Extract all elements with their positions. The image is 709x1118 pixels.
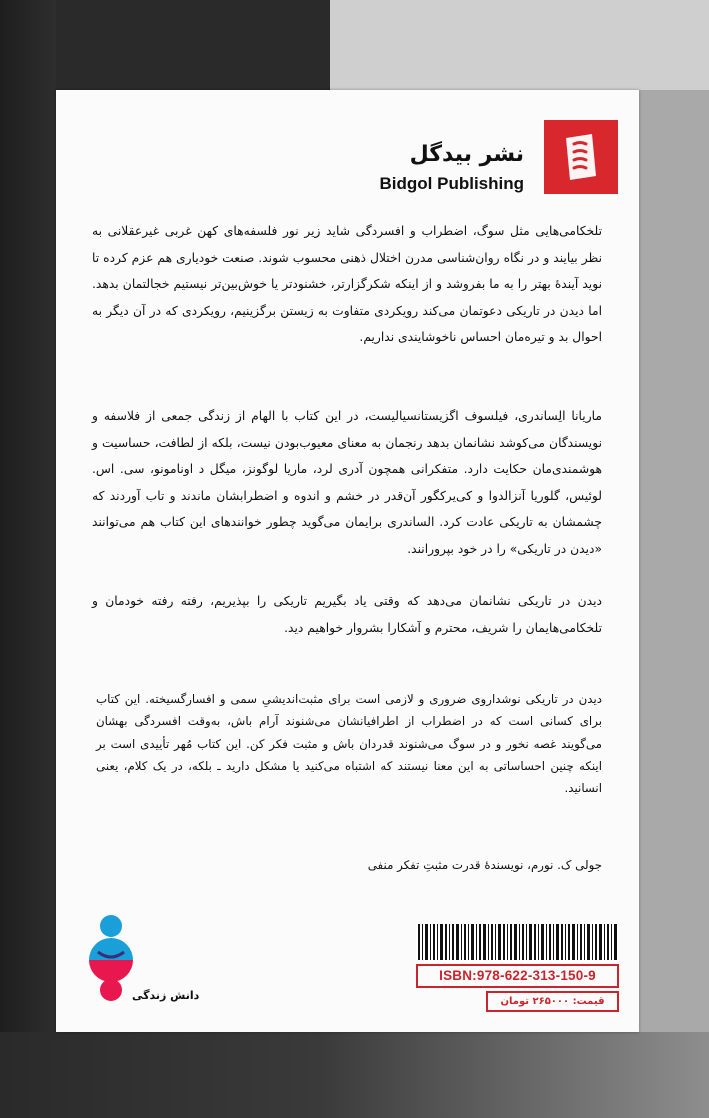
paragraph-text: دیدن در تاریکی نشانمان می‌دهد که وقتی یاد بگیریم تاریکی را بپذیریم، رفته رفته خودمان و تلخکامی‌هایمان را شریف، محترم و آشکارا بشروار خواهیم دید.: [92, 594, 602, 635]
imprint-logo-icon: [86, 912, 136, 1004]
barcode-icon: [416, 922, 619, 962]
book-back-cover: [56, 90, 639, 1032]
review-blurb: [96, 688, 602, 799]
intro-paragraph-3: [92, 588, 602, 641]
publisher-name-persian: نشر بیدگل: [409, 142, 524, 167]
background-left-strip: [0, 0, 56, 1118]
paragraph-text: تلخکامی‌هایی مثل سوگ، اضطراب و افسردگی شاید زیر نور فلسفه‌های کهن غربی غیرعقلانی به نظر بیایند و در نگاه روان‌شناسی مدرن اختلال ذهنی محسوب شوند. صنعت خودیاری هم عزم کرده تا نوید آیندهٔ بهتر را به ما بفروشد و از اینکه شکرگزارتر، خشنودتر یا خوش‌بین‌تر نیستیم خجالتمان بدهد. اما دیدن در تاریکی دعوتمان می‌کند رویکردی متفاوت به زیستن برگزینیم، رویکردی که در آن دیگر به احوال بد و تیره‌مان احساس ناخوشایندی نداریم.: [92, 224, 602, 345]
price-label: قیمت: ۲۶۵۰۰۰ تومان: [486, 991, 619, 1012]
publisher-logo-icon: [544, 120, 618, 194]
imprint-name: دانش زندگی: [132, 989, 200, 1002]
background-bottom: [0, 1032, 709, 1118]
barcode-block: [416, 922, 619, 1012]
blurb-text: دیدن در تاریکی نوشداروی ضروری و لازمی است برای مثبت‌اندیشیِ سمی و افسارگسیخته. این کتاب برای کسانی است که در اضطراب از اطرافیانشان می‌شنوند آرام باش، به‌وقت افسردگی بهشان می‌گویند غصه نخور و در سوگ می‌شنوند قدردان باش و مثبت فکر کن. این کتاب مُهر تأییدی است بر اینکه چنین احساساتی به این معنا نیستند که اشتباه می‌کنید یا مشکل دارید ـ بلکه، در یک کلام، یعنی انسانید.: [96, 692, 602, 796]
background-top: [330, 0, 709, 90]
intro-paragraph-1: [92, 218, 602, 351]
paragraph-text: ماریانا الِساندری، فیلسوف اگزیستانسیالیست، در این کتاب با الهام از زندگی جمعی از فلاسفه و نویسندگان می‌کوشد نشانمان بدهد رنجمان به معنای معیوب‌بودن نیست، بلکه از لطافت، حساسیت و هوشمندی‌مان حکایت دارد. متفکرانی همچون آدری لرد، ماریا لوگونز، میگل د اونامونو، سی. اس. لوئیس، گلوریا آنزالدوا و کی‌یرکگور آن‌قدر در خشم و اندوه و اضطرابشان ماندند و تاب آوردند که چشمشان به تاریکی عادت کرد. الساندری برایمان می‌گوید چطور خوانندهای این کتاب هم می‌توانند «دیدن در تاریکی» را در خود بپرورانند.: [92, 409, 602, 556]
blurb-attribution: جولی ک. نورم، نویسندهٔ قدرت مثبتِ تفکر منفی: [367, 858, 602, 872]
publisher-name-english: Bidgol Publishing: [379, 174, 524, 193]
isbn-label: ISBN:978-622-313-150-9: [416, 964, 619, 988]
background-right-strip: [639, 0, 709, 1118]
intro-paragraph-2: [92, 403, 602, 563]
